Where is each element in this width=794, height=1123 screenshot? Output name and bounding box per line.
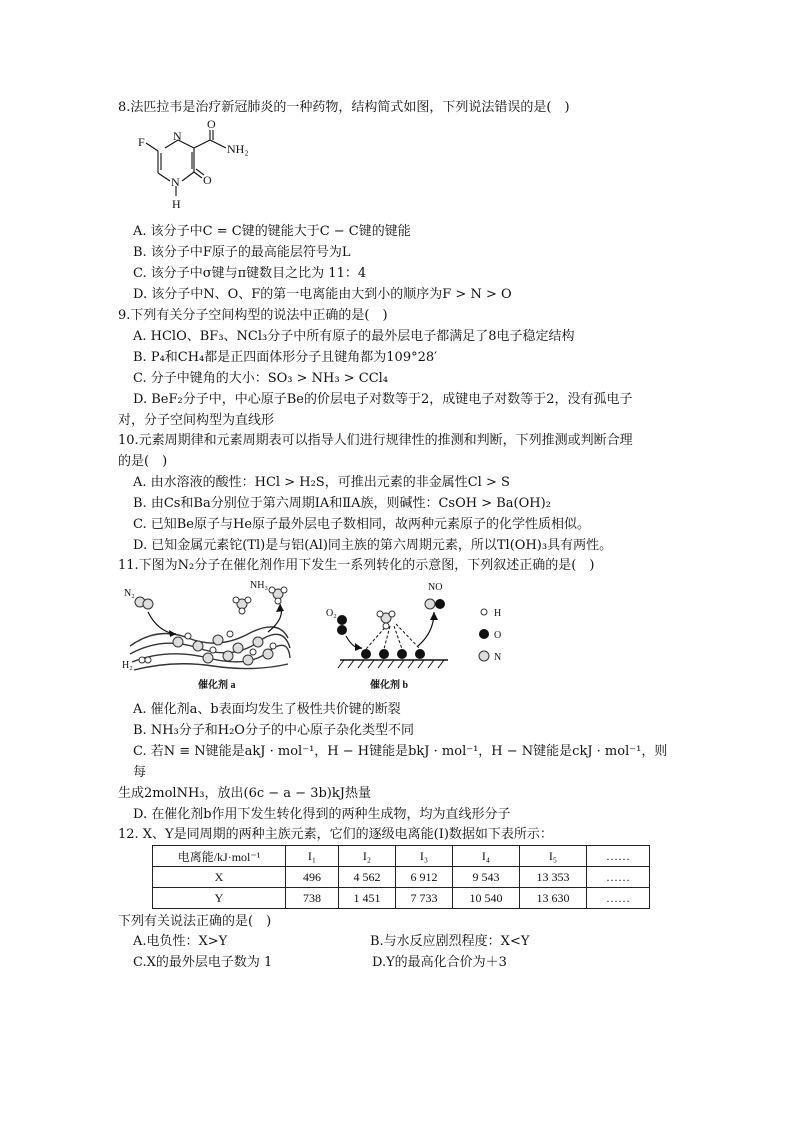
q8-stem: 8.法匹拉韦是治疗新冠肺炎的一种药物，结构简式如图，下列说法错误的是( ) bbox=[118, 100, 570, 115]
table-cell: 6 912 bbox=[396, 867, 453, 888]
table-header-cell: …… bbox=[587, 846, 650, 867]
q8-option-c: C. 该分子中σ键与π键数目之比为 11：4 bbox=[133, 266, 367, 281]
table-row bbox=[153, 888, 650, 909]
table-cell: 10 540 bbox=[453, 888, 520, 909]
q9-option-d: D. BeF₂分子中，中心原子Be的价层电子对数等于2，成键电子对数等于2，没有孤电子 bbox=[133, 392, 633, 407]
q11-option-a: A. 催化剂a、b表面均发生了极性共价键的断裂 bbox=[133, 702, 401, 717]
label-h2: H₂ bbox=[122, 660, 133, 671]
q12-option-d: D.Y的最高化合价为＋3 bbox=[372, 955, 507, 970]
label-catalyst-a: 催化剂 a bbox=[198, 680, 236, 691]
table-cell: 1 451 bbox=[339, 888, 396, 909]
table-cell: 9 543 bbox=[453, 867, 520, 888]
atom-nh2: NH₂ bbox=[227, 142, 249, 156]
favipiravir-structure bbox=[130, 118, 280, 218]
atom-o-ring: O bbox=[203, 173, 212, 187]
q9-option-a: A. HClO、BF₃、NCl₃分子中所有原子的最外层电子都满足了8电子稳定结构 bbox=[133, 329, 575, 344]
atom-n-bottom: N bbox=[171, 175, 180, 189]
table-cell: 7 733 bbox=[396, 888, 453, 909]
q11-stem: 11.下图为N₂分子在催化剂作用下发生一系列转化的示意图，下列叙述正确的是( ) bbox=[118, 558, 595, 573]
atom-legend bbox=[479, 608, 501, 663]
table-cell: …… bbox=[587, 867, 650, 888]
q10-stem-cont: 的是( ) bbox=[118, 454, 168, 469]
q9-option-b: B. P₄和CH₄都是正四面体形分子且键角都为109°28′ bbox=[133, 350, 438, 365]
table-cell: …… bbox=[587, 888, 650, 909]
q9-option-c: C. 分子中键角的大小：SO₃ > NH₃ > CCl₄ bbox=[133, 371, 389, 386]
legend-n: N bbox=[494, 652, 502, 663]
label-no: NO bbox=[428, 582, 443, 593]
catalyst-diagram bbox=[118, 576, 538, 694]
q11-option-b: B. NH₃分子和H₂O分子的中心原子杂化类型不同 bbox=[133, 723, 414, 738]
q10-stem: 10.元素周期律和元素周期表可以指导人们进行规律性的推测和判断，下列推测或判断合理 bbox=[118, 433, 633, 448]
q10-option-d: D. 已知金属元素铊(Tl)是与铝(Al)同主族的第六周期元素，所以Tl(OH)₃具有两性。 bbox=[133, 538, 613, 553]
atom-f: F bbox=[138, 135, 145, 149]
q11-option-d: D. 在催化剂b作用下发生转化得到的两种生成物，均为直线形分子 bbox=[133, 807, 511, 822]
q12-option-a: A.电负性：X>Y bbox=[133, 934, 228, 949]
q8-option-b: B. 该分子中F原子的最高能层符号为L bbox=[133, 245, 351, 260]
label-nh3: NH₃ bbox=[250, 580, 268, 591]
table-cell: 13 353 bbox=[520, 867, 587, 888]
q8-option-a: A. 该分子中C = C键的键能大于C − C键的键能 bbox=[133, 224, 411, 239]
table-cell: 13 630 bbox=[520, 888, 587, 909]
q12-option-b: B.与水反应剧烈程度：X<Y bbox=[370, 934, 530, 949]
q9-stem: 9.下列有关分子空间构型的说法中正确的是( ) bbox=[118, 308, 388, 323]
legend-h: H bbox=[494, 608, 502, 619]
catalyst-a-surface bbox=[130, 627, 290, 670]
q10-option-c: C. 已知Be原子与He原子最外层电子数相同，故两种元素原子的化学性质相似。 bbox=[133, 517, 591, 532]
table-header-cell: 电离能/kJ·mol⁻¹ bbox=[153, 846, 286, 867]
q11-option-c-cont2: 生成2molNH₃，放出(6c − a − 3b)kJ热量 bbox=[118, 786, 371, 801]
q12-option-c: C.X的最外层电子数为 1 bbox=[133, 955, 273, 970]
table-header-cell: I₂ bbox=[339, 846, 396, 867]
q12-stem: 12. X、Y是同周期的两种主族元素，它们的逐级电离能(I)数据如下表所示： bbox=[118, 827, 553, 842]
table-header-cell: I₃ bbox=[396, 846, 453, 867]
table-header-cell: I₄ bbox=[453, 846, 520, 867]
label-n2: N₂ bbox=[124, 588, 135, 599]
q10-option-b: B. 由Cs和Ba分别位于第六周期ⅠA和ⅡA族，则碱性：CsOH > Ba(OH)₂ bbox=[133, 496, 551, 511]
table-cell: X bbox=[153, 867, 286, 888]
table-cell: 496 bbox=[286, 867, 339, 888]
atom-o-amide: O bbox=[207, 118, 216, 131]
table-cell: 4 562 bbox=[339, 867, 396, 888]
legend-o: O bbox=[494, 630, 502, 641]
q10-option-a: A. 由水溶液的酸性：HCl > H₂S，可推出元素的非金属性Cl > S bbox=[133, 475, 510, 490]
q8-option-d: D. 该分子中N、O、F的第一电离能由大到小的顺序为F > N > O bbox=[133, 287, 512, 302]
q11-option-c-cont1: 每 bbox=[133, 765, 147, 780]
table-header-cell: I₅ bbox=[520, 846, 587, 867]
label-o2: O₂ bbox=[326, 608, 337, 619]
table-header-cell: I₁ bbox=[286, 846, 339, 867]
atom-n-top: N bbox=[173, 129, 182, 143]
ionization-energy-table bbox=[152, 845, 650, 909]
table-cell: 738 bbox=[286, 888, 339, 909]
atom-h: H bbox=[172, 197, 181, 211]
table-header-row bbox=[153, 846, 650, 867]
q9-option-d-cont: 对，分子空间构型为直线形 bbox=[118, 413, 275, 428]
q11-option-c: C. 若N ≡ N键能是akJ · mol⁻¹，H − H键能是bkJ · mol⁻¹，H − N键能是ckJ · mol⁻¹，则 bbox=[133, 744, 668, 759]
table-row bbox=[153, 867, 650, 888]
label-catalyst-b: 催化剂 b bbox=[370, 680, 409, 691]
q12-sub: 下列有关说法正确的是( ) bbox=[118, 914, 272, 929]
table-cell: Y bbox=[153, 888, 286, 909]
